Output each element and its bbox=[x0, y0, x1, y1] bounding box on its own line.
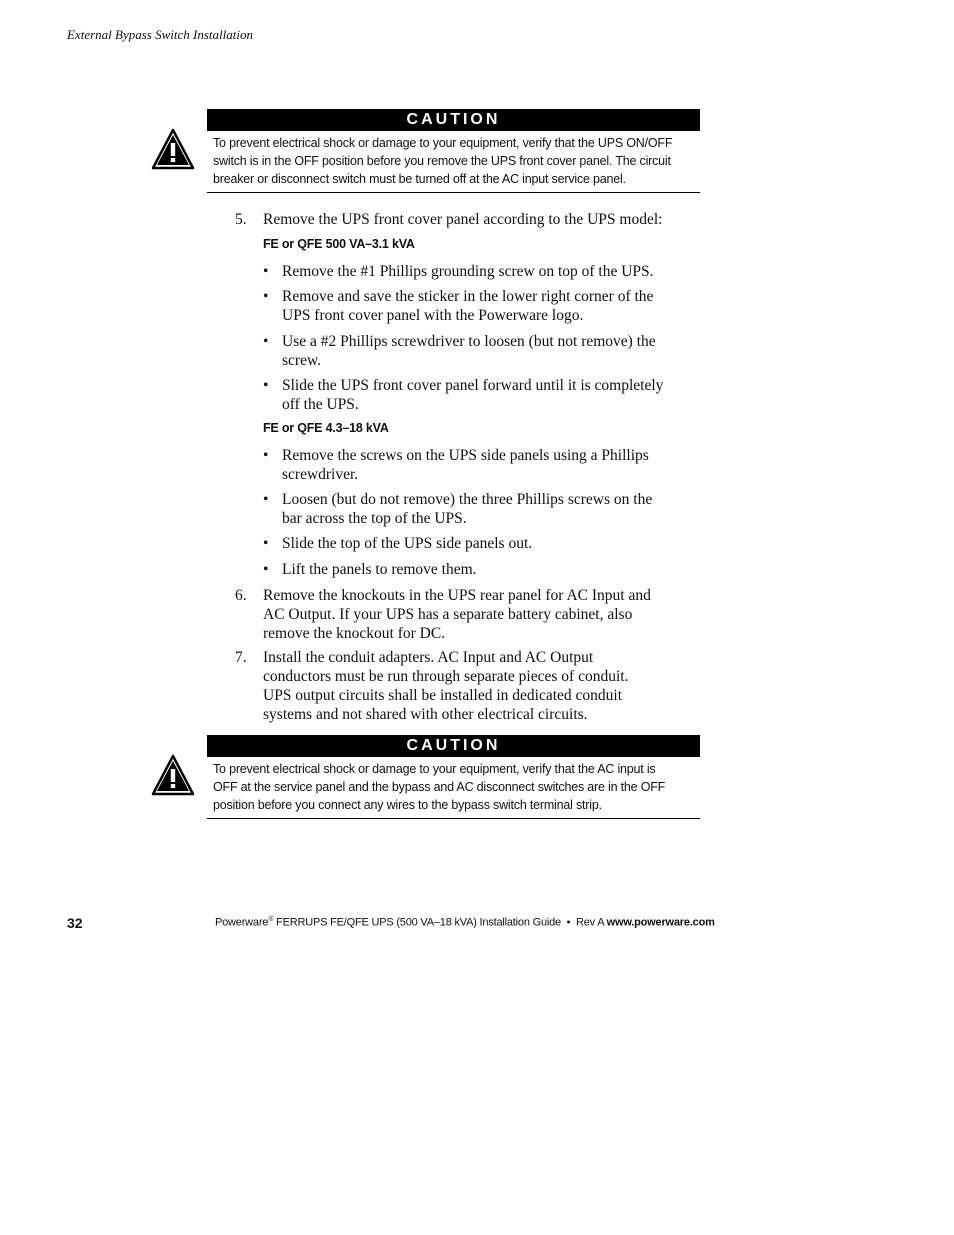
registered-mark: ® bbox=[268, 916, 274, 923]
list-item-text: off the UPS. bbox=[282, 396, 359, 413]
caution-box-1 bbox=[207, 109, 700, 193]
footer-text bbox=[215, 916, 715, 929]
step-text bbox=[263, 648, 703, 724]
step-line: remove the knockout for DC. bbox=[263, 625, 446, 642]
bullet-dot: • bbox=[263, 377, 269, 394]
running-head: External Bypass Switch Installation bbox=[67, 27, 253, 42]
step-line: AC Output. If your UPS has a separate battery cabinet, also bbox=[263, 606, 633, 623]
footer-url: www.powerware.com bbox=[606, 916, 715, 929]
list-item-text: Remove and save the sticker in the lower right corner of the bbox=[282, 288, 654, 305]
bullet-dot: • bbox=[263, 561, 269, 578]
list-item-text: UPS front cover panel with the Powerware logo. bbox=[282, 307, 584, 324]
page-number: 32 bbox=[67, 915, 83, 931]
section-heading-large-models: FE or QFE 4.3–18 kVA bbox=[263, 421, 389, 435]
list-item-text: screw. bbox=[282, 352, 322, 369]
step-line: conductors must be run through separate pieces of conduit. bbox=[263, 668, 629, 685]
bullet-dot: • bbox=[263, 447, 269, 464]
step-line: systems and not shared with other electrical circuits. bbox=[263, 706, 588, 723]
section-heading-small-models: FE or QFE 500 VA–3.1 kVA bbox=[263, 237, 415, 251]
caution-title: CAUTION bbox=[207, 735, 700, 757]
caution-text bbox=[207, 757, 700, 819]
warning-icon bbox=[151, 754, 195, 796]
caution-line: breaker or disconnect switch must be turned off at the AC input service panel. bbox=[213, 172, 626, 186]
warning-icon bbox=[151, 128, 195, 170]
caution-line: switch is in the OFF position before you remove the UPS front cover panel. The circuit bbox=[213, 154, 671, 168]
list-item-text: Slide the top of the UPS side panels out. bbox=[282, 535, 533, 552]
list-item-text: Loosen (but do not remove) the three Phillips screws on the bbox=[282, 491, 653, 508]
step-line: Remove the knockouts in the UPS rear panel for AC Input and bbox=[263, 587, 651, 604]
step-text bbox=[263, 586, 703, 643]
list-item-text: Use a #2 Phillips screwdriver to loosen (but not remove) the bbox=[282, 333, 656, 350]
step-line: UPS output circuits shall be installed in dedicated conduit bbox=[263, 687, 623, 704]
step-number: 6. bbox=[235, 587, 247, 604]
bullet-dot: • bbox=[263, 263, 269, 280]
step-number: 5. bbox=[235, 211, 247, 228]
caution-line: To prevent electrical shock or damage to your equipment, verify that the UPS ON/OFF bbox=[213, 136, 673, 150]
bullet-dot: • bbox=[263, 491, 269, 508]
list-item-text: Remove the #1 Phillips grounding screw on top of the UPS. bbox=[282, 263, 654, 280]
step-line: Install the conduit adapters. AC Input and AC Output bbox=[263, 649, 594, 666]
list-item-text: screwdriver. bbox=[282, 466, 359, 483]
list-item-text: Remove the screws on the UPS side panels using a Phillips bbox=[282, 447, 649, 464]
caution-line: OFF at the service panel and the bypass and AC disconnect switches are in the OFF bbox=[213, 780, 666, 794]
caution-line: To prevent electrical shock or damage to your equipment, verify that the AC input is bbox=[213, 762, 656, 776]
list-item-text: Slide the UPS front cover panel forward until it is completely bbox=[282, 377, 664, 394]
list-item-text: bar across the top of the UPS. bbox=[282, 510, 467, 527]
caution-text bbox=[207, 131, 700, 193]
caution-line: position before you connect any wires to the bypass switch terminal strip. bbox=[213, 798, 602, 812]
footer-brand: Powerware bbox=[215, 916, 269, 929]
caution-title: CAUTION bbox=[207, 109, 700, 131]
step-text: Remove the UPS front cover panel according to the UPS model: bbox=[263, 211, 663, 228]
list-item-text: Lift the panels to remove them. bbox=[282, 561, 477, 578]
bullet-dot: • bbox=[263, 288, 269, 305]
footer-title: FERRUPS FE/QFE UPS (500 VA–18 kVA) Installation Guide • Rev A bbox=[273, 916, 607, 929]
bullet-dot: • bbox=[263, 333, 269, 350]
step-number: 7. bbox=[235, 649, 247, 666]
bullet-dot: • bbox=[263, 535, 269, 552]
caution-box-2 bbox=[207, 735, 700, 819]
